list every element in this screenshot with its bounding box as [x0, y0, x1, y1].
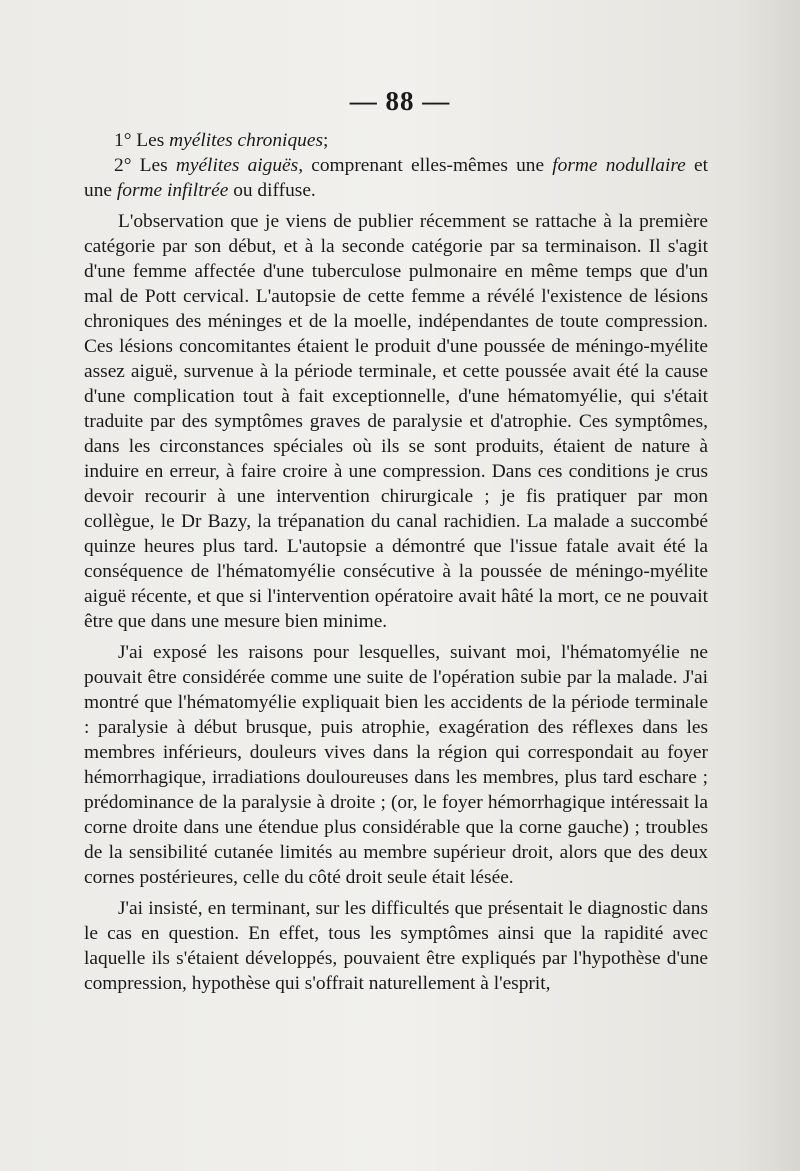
list-item-2-mid-2: et une	[84, 155, 708, 201]
list-item-2-mid: comprenant elles-mêmes une	[303, 155, 553, 176]
page-number: — 88 —	[349, 86, 451, 116]
list-item-1-prefix: 1° Les	[114, 130, 170, 151]
list-item-1-suffix: ;	[322, 130, 329, 151]
body-text	[84, 128, 708, 996]
list-item-2-emphasis-2: forme nodullaire	[552, 155, 686, 176]
list-item-2-prefix: 2° Les	[114, 155, 176, 176]
list-item-2-suffix: ou diffuse.	[228, 180, 316, 201]
list-item-1-emphasis: myélites chroniques	[169, 130, 323, 151]
list-item-2-emphasis-3: forme infiltrée	[116, 180, 229, 201]
list-item-2	[84, 153, 708, 203]
list-item-1	[84, 128, 708, 153]
list-item-2-emphasis: myélites aiguës,	[175, 155, 304, 176]
paragraph-1: L'observation que je viens de publier récemment se rattache à la première catégorie par son début, et à la seconde catégorie par sa terminaison. Il s'agit d'une femme affectée d'une tuberculose pulmonaire en même temps que d'un mal de Pott cervical. L'autopsie de cette femme a révélé l'existence de lésions chroniques des méninges et de la moelle, indépendantes de toute compression. Ces lésions concomitantes étaient le produit d'une poussée de méningo-myélite assez aiguë, survenue à la période terminale, et cette poussée avait été la cause d'une complication tout à fait exceptionnelle, d'une hématomyélie, qui s'était traduite par des symptômes graves de paralysie et d'atrophie. Ces symptômes, dans les circonstances spéciales où ils se sont produits, étaient de nature à induire en erreur, à faire croire à une compression. Dans ces conditions je crus devoir recourir à une intervention chirurgicale ; je fis pratiquer par mon collègue, le Dr Bazy, la trépanation du canal rachidien. La malade a succombé quinze heures plus tard. L'autopsie a démontré que l'issue fatale avait été la conséquence de l'hématomyélie consécutive à la poussée de méningo-myélite aiguë récente, et que si l'intervention opératoire avait hâté la mort, ce ne pouvait être que dans une mesure bien minime.	[84, 211, 708, 632]
paragraph-2: J'ai exposé les raisons pour lesquelles, suivant moi, l'hématomyélie ne pouvait être considérée comme une suite de l'opération subie par la malade. J'ai montré que l'hématomyélie expliquait bien les accidents de la période terminale : paralysie à début brusque, puis atrophie, exagération des réflexes dans les membres inférieurs, douleurs vives dans la région qui correspondait au foyer hémorrhagique, irradiations douloureuses dans les membres, plus tard eschare ; prédominance de la paralysie à droite ; (or, le foyer hémorrhagique intéressait la corne droite dans une étendue plus considérable que la corne gauche) ; troubles de la sensibilité cutanée limités au membre supérieur droit, alors que des deux cornes postérieures, celle du côté droit seule était lésée.	[84, 642, 708, 888]
paragraph-3: J'ai insisté, en terminant, sur les difficultés que présentait le diagnostic dans le cas en question. En effet, tous les symptômes ainsi que la rapidité avec laquelle ils s'étaient développés, pouvaient être expliqués par l'hypothèse d'une compression, hypothèse qui s'offrait naturellement à l'esprit,	[84, 898, 708, 994]
